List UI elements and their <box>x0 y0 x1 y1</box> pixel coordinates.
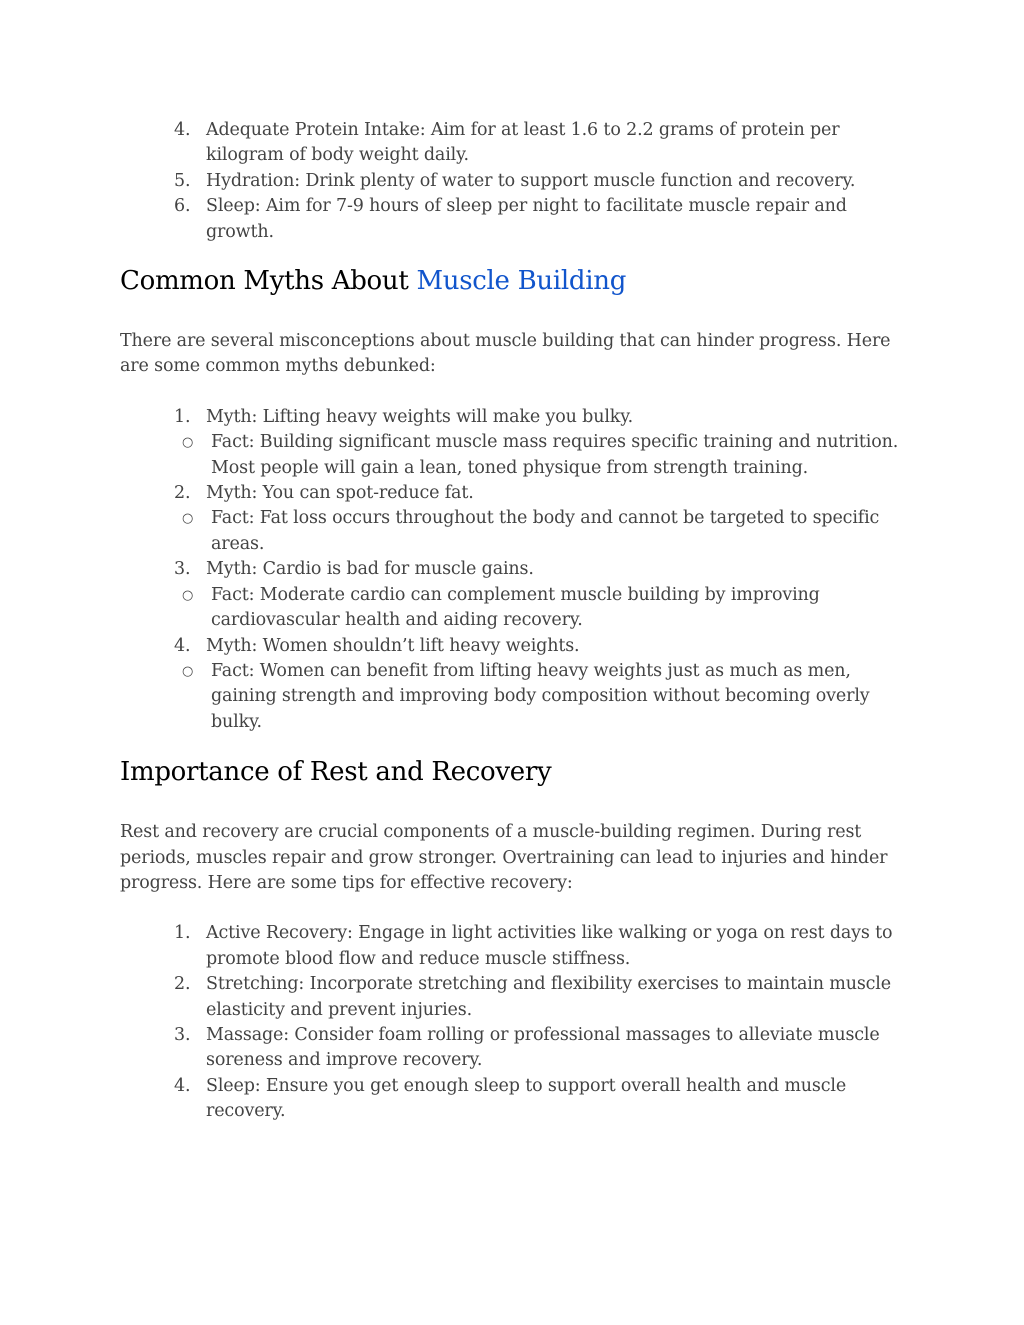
list-item <box>120 921 910 972</box>
list-marker: 2. <box>174 974 191 995</box>
list-item <box>120 634 910 659</box>
list-marker: 6. <box>174 196 191 217</box>
list-item <box>120 481 910 506</box>
recovery-tips-list <box>120 921 910 1124</box>
list-marker: 3. <box>174 559 191 580</box>
list-item-text: Stretching: Incorporate stretching and flexibility exercises to maintain muscle elasticity and prevent injuries. <box>206 974 891 1020</box>
muscle-building-link[interactable]: Muscle Building <box>416 266 627 297</box>
list-item-text: Active Recovery: Engage in light activities like walking or yoga on rest days to promote blood flow and reduce muscle stiffness. <box>206 923 893 969</box>
bullet-marker: ○ <box>182 435 194 451</box>
list-marker: 4. <box>174 1075 191 1096</box>
list-item <box>120 194 910 245</box>
list-item-text: Hydration: Drink plenty of water to support muscle function and recovery. <box>206 170 856 191</box>
list-item <box>120 169 910 194</box>
fact-text: Fact: Moderate cardio can complement muscle building by improving cardiovascular health and aiding recovery. <box>211 584 820 631</box>
list-item <box>120 1023 910 1074</box>
myth-text: Myth: You can spot-reduce fat. <box>206 483 474 504</box>
myth-text: Myth: Lifting heavy weights will make you bulky. <box>206 406 634 427</box>
bullet-marker: ○ <box>182 663 194 679</box>
myth-text: Myth: Women shouldn’t lift heavy weights. <box>206 635 580 656</box>
myth-text: Myth: Cardio is bad for muscle gains. <box>206 559 534 580</box>
rest-recovery-heading: Importance of Rest and Recovery <box>120 757 552 788</box>
list-item <box>120 557 910 582</box>
fact-item <box>120 583 910 634</box>
bullet-marker: ○ <box>182 511 194 527</box>
list-item-text: Massage: Consider foam rolling or professional massages to alleviate muscle soreness and improve recovery. <box>206 1024 880 1071</box>
document-page <box>120 118 910 1125</box>
fact-text: Fact: Women can benefit from lifting heavy weights just as much as men, gaining strength and improving body composition without becoming overly bulky. <box>211 660 870 732</box>
myths-intro: There are several misconceptions about muscle building that can hinder progress. Here are some common myths debunked: <box>120 331 891 377</box>
list-item <box>120 1074 910 1125</box>
nutrition-tips-list <box>120 118 910 245</box>
list-item <box>120 972 910 1023</box>
list-item <box>120 405 910 430</box>
fact-item <box>120 659 910 735</box>
list-item <box>120 118 910 169</box>
bullet-marker: ○ <box>182 587 194 603</box>
list-item-text: Sleep: Aim for 7-9 hours of sleep per night to facilitate muscle repair and growth. <box>206 196 847 242</box>
fact-item <box>120 506 910 557</box>
list-marker: 1. <box>174 406 191 427</box>
myths-list <box>120 405 910 735</box>
fact-text: Fact: Fat loss occurs throughout the body and cannot be targeted to specific areas. <box>211 508 880 554</box>
fact-text: Fact: Building significant muscle mass requires specific training and nutrition. Most people will gain a lean, toned physique from strength training. <box>211 432 899 478</box>
list-marker: 2. <box>174 483 191 504</box>
list-marker: 3. <box>174 1024 191 1045</box>
list-marker: 1. <box>174 923 191 944</box>
rest-intro: Rest and recovery are crucial components of a muscle-building regimen. During rest periods, muscles repair and grow stronger. Overtraining can lead to injuries and hinder progress. Here are some tips for effective recovery: <box>120 822 888 893</box>
fact-item <box>120 430 910 481</box>
list-marker: 5. <box>174 170 191 191</box>
list-item-text: Adequate Protein Intake: Aim for at least 1.6 to 2.2 grams of protein per kilogram of body weight daily. <box>206 120 840 166</box>
myths-heading-text: Common Myths About <box>120 266 417 297</box>
list-marker: 4. <box>174 120 191 140</box>
myths-heading <box>120 264 910 298</box>
list-marker: 4. <box>174 635 191 656</box>
list-item-text: Sleep: Ensure you get enough sleep to support overall health and muscle recovery. <box>206 1075 847 1122</box>
